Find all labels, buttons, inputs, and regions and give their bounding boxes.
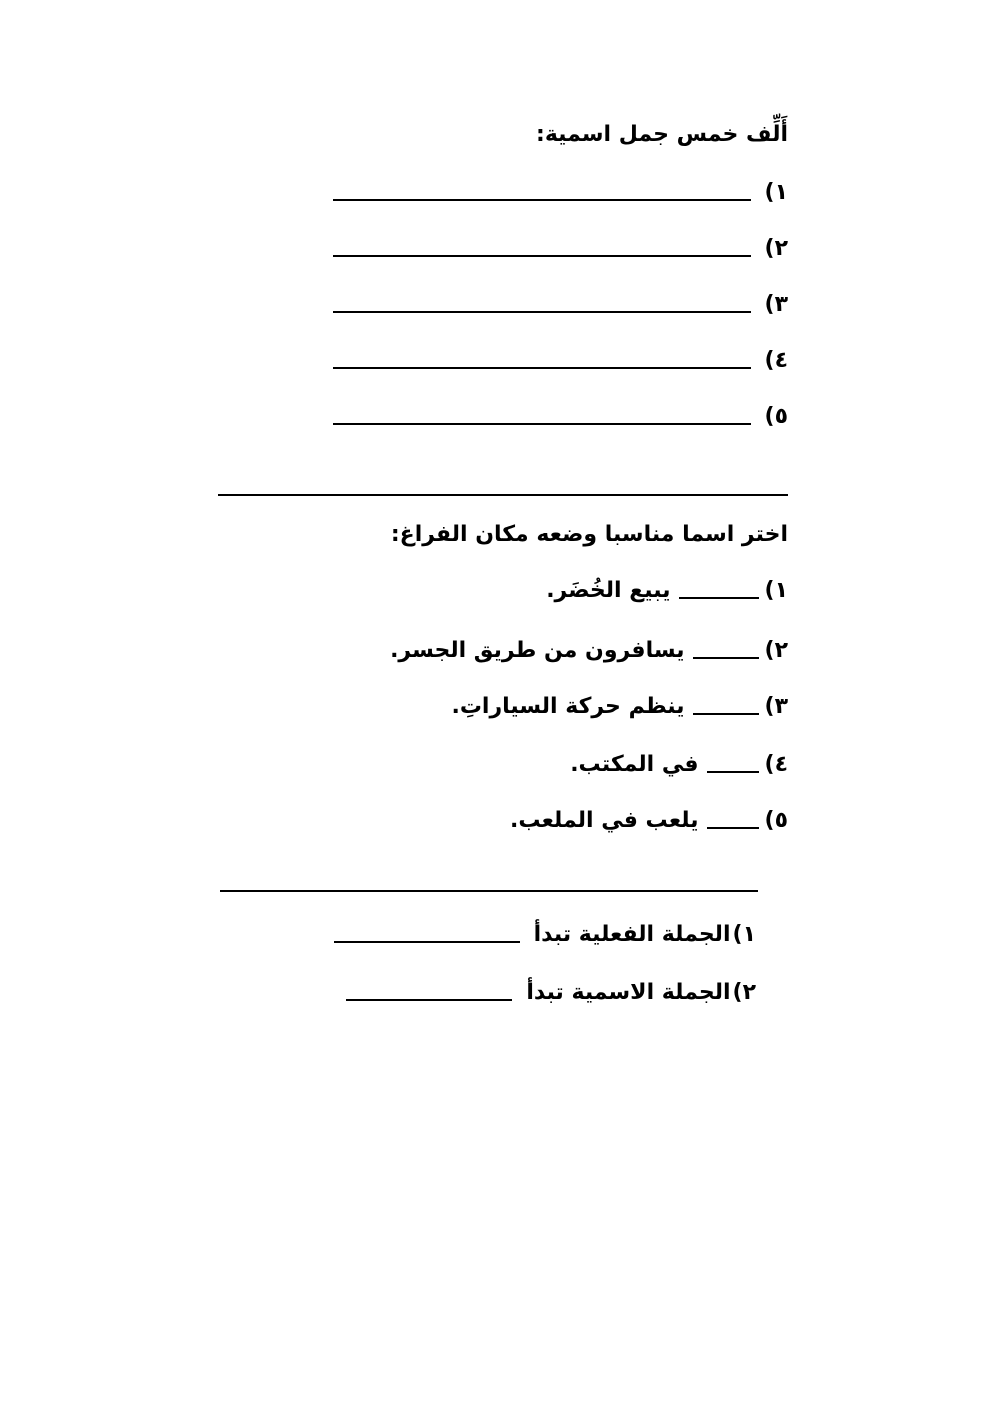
answer-blank[interactable] — [333, 363, 751, 369]
section2-item-4 — [570, 752, 788, 777]
item-number: ٢) — [764, 638, 788, 663]
sentence-text: الجملة الاسمية تبدأ — [526, 980, 731, 1005]
item-number: ٤) — [764, 348, 788, 373]
item-number: ٢) — [732, 980, 756, 1005]
section2-heading: اختر اسما مناسبا وضعه مكان الفراغ: — [390, 522, 788, 547]
item-number: ٤) — [764, 752, 788, 777]
sentence-text: في المكتب. — [570, 752, 699, 777]
item-number: ١) — [732, 922, 756, 947]
answer-blank[interactable] — [333, 419, 751, 425]
sentence-text: يسافرون من طريق الجسر. — [390, 638, 685, 663]
section1-item-3 — [333, 292, 789, 317]
section3-item-1 — [334, 922, 756, 947]
section2-item-1 — [546, 578, 788, 603]
answer-blank[interactable] — [333, 251, 751, 257]
item-number: ٣) — [764, 292, 788, 317]
answer-blank[interactable] — [333, 195, 751, 201]
item-number: ٥) — [764, 404, 788, 429]
item-number: ٣) — [764, 694, 788, 719]
sentence-text: يبيع الخُضَر. — [546, 578, 671, 603]
answer-blank[interactable] — [346, 995, 512, 1001]
section1-item-1 — [333, 180, 789, 205]
answer-blank[interactable] — [693, 709, 759, 715]
item-number: ٢) — [764, 236, 788, 261]
answer-blank[interactable] — [679, 593, 759, 599]
section-divider — [218, 494, 788, 496]
answer-blank[interactable] — [707, 767, 759, 773]
sentence-text: الجملة الفعلية تبدأ — [533, 922, 731, 947]
item-number: ١) — [764, 578, 788, 603]
item-number: ١) — [764, 180, 788, 205]
section1-item-4 — [333, 348, 789, 373]
section2-item-2 — [390, 638, 788, 663]
answer-blank[interactable] — [333, 307, 751, 313]
item-number: ٥) — [764, 808, 788, 833]
section2-item-3 — [451, 694, 788, 719]
sentence-text: ينظم حركة السياراتِ. — [451, 694, 685, 719]
sentence-text: يلعب في الملعب. — [509, 808, 699, 833]
answer-blank[interactable] — [693, 653, 759, 659]
section3-item-2 — [346, 980, 756, 1005]
answer-blank[interactable] — [334, 937, 520, 943]
section-divider — [220, 890, 758, 892]
section1-item-5 — [333, 404, 789, 429]
answer-blank[interactable] — [707, 823, 759, 829]
section1-item-2 — [333, 236, 789, 261]
section1-heading: أَلِّف خمس جمل اسمية: — [536, 122, 788, 147]
section2-item-5 — [510, 808, 788, 833]
